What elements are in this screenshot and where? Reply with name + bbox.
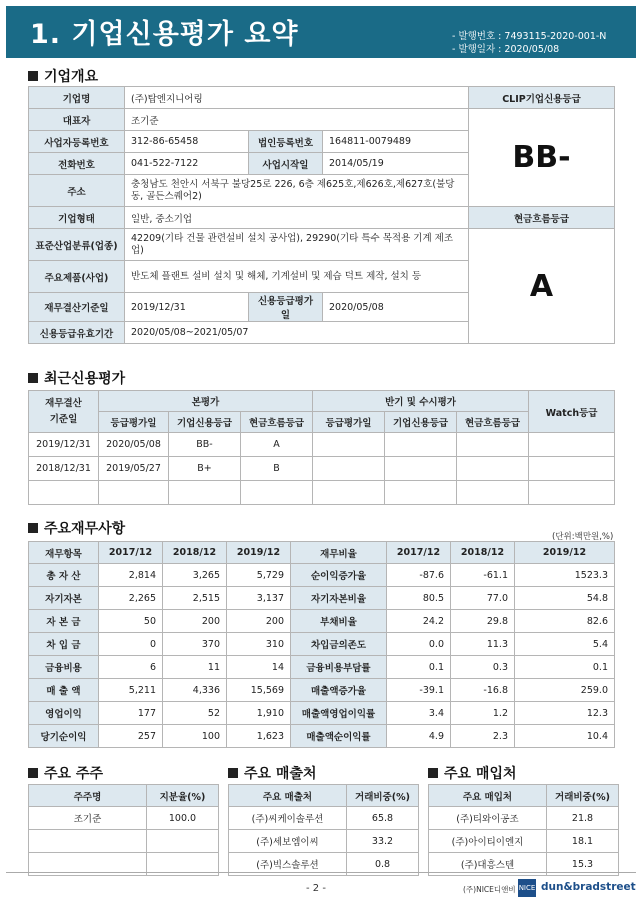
customers-header: 거래비중(%)	[347, 785, 419, 807]
recent-header-half: 반기 및 수시평가	[313, 391, 529, 412]
overview-value: 조기준	[125, 109, 469, 131]
table-row	[29, 457, 615, 481]
overview-value: 312-86-65458	[125, 131, 249, 153]
table-row	[29, 587, 615, 610]
finance-unit: (단위:백만원,%)	[552, 532, 614, 542]
table-cell: 82.6	[515, 610, 615, 633]
overview-label: 재무결산기준일	[29, 293, 125, 322]
dun-bradstreet-logo: dun&bradstreet	[541, 881, 636, 893]
table-cell	[457, 433, 529, 457]
table-cell	[529, 433, 615, 457]
table-row	[29, 610, 615, 633]
table-cell: 매 출 액	[29, 679, 99, 702]
table-cell: 14	[227, 656, 291, 679]
table-row	[29, 433, 615, 457]
table-cell: 18.1	[547, 830, 619, 853]
table-cell: 2018/12/31	[29, 457, 99, 481]
table-cell: 15,569	[227, 679, 291, 702]
customers-table	[228, 784, 419, 876]
table-row	[29, 633, 615, 656]
cash-grade-value: A	[469, 229, 615, 344]
table-cell: 33.2	[347, 830, 419, 853]
issue-date: - 발행일자 : 2020/05/08	[452, 44, 560, 55]
table-cell: 매출액순이익률	[291, 725, 387, 748]
bullet-square-icon	[428, 768, 438, 778]
table-cell: 11.3	[451, 633, 515, 656]
table-cell: 2,814	[99, 564, 163, 587]
footer-divider	[6, 872, 636, 873]
table-cell	[385, 457, 457, 481]
table-cell: 3,137	[227, 587, 291, 610]
table-cell	[313, 457, 385, 481]
table-cell: (주)세보엠이씨	[229, 830, 347, 853]
table-cell: 50	[99, 610, 163, 633]
bullet-square-icon	[28, 768, 38, 778]
overview-label: 대표자	[29, 109, 125, 131]
table-cell: 177	[99, 702, 163, 725]
issue-meta	[452, 30, 606, 56]
section-title-shareholders: 주요 주주	[28, 763, 103, 783]
finance-header: 2018/12	[451, 542, 515, 564]
overview-value: 164811-0079489	[323, 131, 469, 153]
recent-subheader: 기업신용등급	[169, 412, 241, 433]
table-cell	[457, 457, 529, 481]
nice-mark-logo: NICE	[518, 879, 536, 897]
table-cell: 77.0	[451, 587, 515, 610]
table-cell: 10.4	[515, 725, 615, 748]
table-cell: 200	[227, 610, 291, 633]
table-cell: 금융비용부담률	[291, 656, 387, 679]
table-cell: 100	[163, 725, 227, 748]
table-row	[29, 481, 615, 505]
table-cell: 370	[163, 633, 227, 656]
table-cell: 순이익증가율	[291, 564, 387, 587]
overview-label: 주소	[29, 175, 125, 207]
table-cell: 3.4	[387, 702, 451, 725]
table-cell: 차입금의존도	[291, 633, 387, 656]
table-cell: 65.8	[347, 807, 419, 830]
suppliers-header: 주요 매입처	[429, 785, 547, 807]
table-cell: 80.5	[387, 587, 451, 610]
table-cell: 2,265	[99, 587, 163, 610]
clip-grade-label: CLIP기업신용등급	[469, 87, 615, 109]
table-cell: 1.2	[451, 702, 515, 725]
issue-number: - 발행번호 : 7493115-2020-001-N	[452, 31, 607, 42]
table-cell: 52	[163, 702, 227, 725]
overview-value: 2020/05/08~2021/05/07	[125, 322, 469, 344]
recent-rating-table	[28, 390, 615, 505]
table-cell: A	[241, 433, 313, 457]
section-title-finance: 주요재무사항	[28, 518, 125, 538]
table-row	[29, 564, 615, 587]
table-cell: 차 입 금	[29, 633, 99, 656]
overview-label: 신용등급평가일	[249, 293, 323, 322]
table-cell	[313, 433, 385, 457]
overview-value: 충청남도 천안시 서북구 불당25로 226, 6층 제625호,제626호,제627호(불당동, 골든스퀘어2)	[125, 175, 469, 207]
finance-header: 2017/12	[387, 542, 451, 564]
table-cell: 1,910	[227, 702, 291, 725]
overview-value: 일반, 중소기업	[125, 207, 469, 229]
shareholders-table	[28, 784, 219, 876]
table-cell	[385, 433, 457, 457]
finance-header: 재무항목	[29, 542, 99, 564]
table-cell: 24.2	[387, 610, 451, 633]
cash-grade-label: 현금흐름등급	[469, 207, 615, 229]
table-cell: 자 본 금	[29, 610, 99, 633]
table-cell	[241, 481, 313, 505]
table-cell: 21.8	[547, 807, 619, 830]
table-cell: 4,336	[163, 679, 227, 702]
table-cell	[385, 481, 457, 505]
table-row	[29, 807, 219, 830]
table-cell: 0.1	[515, 656, 615, 679]
table-row	[429, 830, 619, 853]
table-cell: 1523.3	[515, 564, 615, 587]
page-number: - 2 -	[306, 883, 326, 894]
table-cell: 조기준	[29, 807, 147, 830]
table-cell: (주)티와이공조	[429, 807, 547, 830]
page-title: 1. 기업신용평가 요약	[30, 19, 299, 50]
table-cell: 1,623	[227, 725, 291, 748]
table-cell	[169, 481, 241, 505]
table-cell: 2,515	[163, 587, 227, 610]
section-title-recent: 최근신용평가	[28, 368, 125, 388]
recent-header-watch: Watch등급	[529, 391, 615, 433]
overview-value: 2014/05/19	[323, 153, 469, 175]
overview-value: 2019/12/31	[125, 293, 249, 322]
table-cell	[457, 481, 529, 505]
table-cell: 3,265	[163, 564, 227, 587]
overview-label: 사업시작일	[249, 153, 323, 175]
table-cell: 매출액증가율	[291, 679, 387, 702]
overview-value: 2020/05/08	[323, 293, 469, 322]
table-cell: 5,211	[99, 679, 163, 702]
table-cell: 영업이익	[29, 702, 99, 725]
bullet-square-icon	[228, 768, 238, 778]
table-cell: 부채비율	[291, 610, 387, 633]
recent-header-base: 재무결산 기준일	[29, 391, 99, 433]
table-cell	[529, 481, 615, 505]
table-cell	[147, 830, 219, 853]
table-cell: 29.8	[451, 610, 515, 633]
table-cell: 0	[99, 633, 163, 656]
table-row	[29, 830, 219, 853]
table-cell: (주)대흥스텐	[429, 853, 547, 876]
finance-header: 2019/12	[227, 542, 291, 564]
table-cell: 0.8	[347, 853, 419, 876]
overview-label: 전화번호	[29, 153, 125, 175]
overview-value: 42209(기타 건물 관련설비 설치 공사업), 29290(기타 특수 목적용 기계 제조업)	[125, 229, 469, 261]
table-cell: B	[241, 457, 313, 481]
table-cell	[29, 481, 99, 505]
table-cell: 310	[227, 633, 291, 656]
table-cell: 자기자본비율	[291, 587, 387, 610]
table-row	[29, 656, 615, 679]
table-row	[29, 725, 615, 748]
finance-header: 2017/12	[99, 542, 163, 564]
table-cell: (주)아이티이엔지	[429, 830, 547, 853]
recent-header-main: 본평가	[99, 391, 313, 412]
table-cell: 총 자 산	[29, 564, 99, 587]
overview-label: 신용등급유효기간	[29, 322, 125, 344]
table-cell: 0.0	[387, 633, 451, 656]
table-cell: 259.0	[515, 679, 615, 702]
table-row	[429, 807, 619, 830]
table-cell: 자기자본	[29, 587, 99, 610]
table-cell: 당기순이익	[29, 725, 99, 748]
overview-label: 기업명	[29, 87, 125, 109]
overview-value: 반도체 플랜트 설비 설치 및 해체, 기계설비 및 제습 덕트 제작, 설치 등	[125, 261, 469, 293]
customers-header: 주요 매출처	[229, 785, 347, 807]
table-cell	[529, 457, 615, 481]
suppliers-table	[428, 784, 619, 876]
bullet-square-icon	[28, 523, 38, 533]
finance-table	[28, 541, 615, 748]
table-cell	[313, 481, 385, 505]
page-header	[6, 6, 636, 58]
table-cell: 257	[99, 725, 163, 748]
recent-subheader: 등급평가일	[99, 412, 169, 433]
recent-subheader: 기업신용등급	[385, 412, 457, 433]
section-title-customers: 주요 매출처	[228, 763, 317, 783]
overview-label: 주요제품(사업)	[29, 261, 125, 293]
table-cell: 15.3	[547, 853, 619, 876]
table-cell: 0.3	[451, 656, 515, 679]
table-cell: (주)씨케이솔루션	[229, 807, 347, 830]
table-cell: 2020/05/08	[99, 433, 169, 457]
overview-label: 표준산업분류(업종)	[29, 229, 125, 261]
table-cell	[99, 481, 169, 505]
table-cell: 5.4	[515, 633, 615, 656]
table-row	[29, 679, 615, 702]
finance-header: 재무비율	[291, 542, 387, 564]
table-cell: 6	[99, 656, 163, 679]
table-cell: 12.3	[515, 702, 615, 725]
finance-header: 2019/12	[515, 542, 615, 564]
overview-label: 법인등록번호	[249, 131, 323, 153]
recent-subheader: 현금흐름등급	[241, 412, 313, 433]
table-cell: 매출액영업이익률	[291, 702, 387, 725]
overview-table	[28, 86, 615, 344]
table-row	[29, 702, 615, 725]
clip-grade-value: BB-	[469, 109, 615, 207]
table-cell: 0.1	[387, 656, 451, 679]
table-cell: B+	[169, 457, 241, 481]
table-cell: 5,729	[227, 564, 291, 587]
table-cell: -87.6	[387, 564, 451, 587]
table-cell: 금융비용	[29, 656, 99, 679]
table-cell: -61.1	[451, 564, 515, 587]
table-row	[229, 807, 419, 830]
table-cell: 2.3	[451, 725, 515, 748]
shareholders-header: 지분율(%)	[147, 785, 219, 807]
table-cell: 100.0	[147, 807, 219, 830]
table-cell: 2019/12/31	[29, 433, 99, 457]
nice-dnb-logo: (주)NICE디앤비	[463, 885, 516, 894]
overview-value: (주)탑엔지니어링	[125, 87, 469, 109]
shareholders-header: 주주명	[29, 785, 147, 807]
bullet-square-icon	[28, 373, 38, 383]
table-cell: 200	[163, 610, 227, 633]
overview-label: 기업형태	[29, 207, 125, 229]
table-cell: (주)빅스솔루션	[229, 853, 347, 876]
bullet-square-icon	[28, 71, 38, 81]
table-cell: 4.9	[387, 725, 451, 748]
table-cell: 54.8	[515, 587, 615, 610]
recent-subheader: 등급평가일	[313, 412, 385, 433]
table-cell	[29, 830, 147, 853]
overview-label: 사업자등록번호	[29, 131, 125, 153]
section-title-suppliers: 주요 매입처	[428, 763, 517, 783]
table-cell: -16.8	[451, 679, 515, 702]
table-cell: BB-	[169, 433, 241, 457]
table-cell: 11	[163, 656, 227, 679]
overview-value: 041-522-7122	[125, 153, 249, 175]
suppliers-header: 거래비중(%)	[547, 785, 619, 807]
table-row	[229, 830, 419, 853]
table-cell: 2019/05/27	[99, 457, 169, 481]
section-title-overview: 기업개요	[28, 66, 98, 86]
finance-header: 2018/12	[163, 542, 227, 564]
recent-subheader: 현금흐름등급	[457, 412, 529, 433]
table-cell: -39.1	[387, 679, 451, 702]
